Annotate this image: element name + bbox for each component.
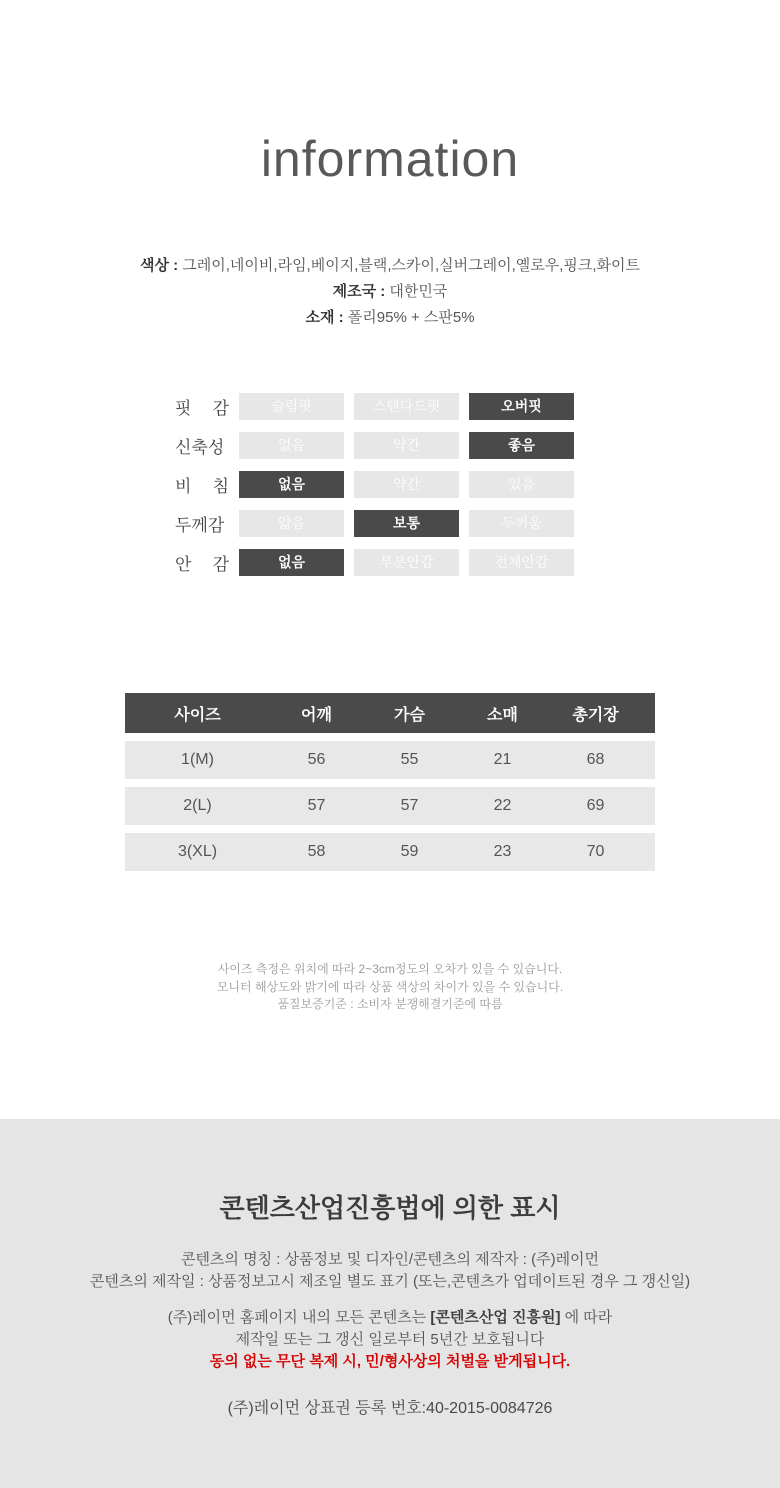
fit-row-label: 두께감 xyxy=(175,516,225,535)
size-table-row-l xyxy=(125,787,655,825)
note-size-tolerance: 사이즈 측정은 위치에 따라 2~3cm정도의 오차가 있을 수 있습니다. xyxy=(217,962,563,976)
size-header-sleeve: 소매 xyxy=(487,706,518,724)
info-separator: : xyxy=(334,309,348,326)
size-cell: 22 xyxy=(493,797,512,814)
size-cell: 70 xyxy=(586,843,605,860)
footer-content-name-line: 콘텐츠의 명칭 : 상품정보 및 디자인/콘텐츠의 제작자 : (주)레이먼 xyxy=(180,1250,600,1268)
lining-option-full: 전체안감 xyxy=(469,549,574,576)
fit-row-label: 핏 감 xyxy=(175,399,229,418)
info-value-country: 대한민국 xyxy=(389,283,448,300)
thickness-option-thin: 얇음 xyxy=(239,510,344,537)
size-cell: 23 xyxy=(493,843,512,860)
info-separator: : xyxy=(168,257,183,274)
sheer-option-slight: 약간 xyxy=(354,471,459,498)
fit-option-standardfit: 스탠다드핏 xyxy=(354,393,459,420)
footer-protection-line1 xyxy=(0,1307,780,1329)
fit-row-sheerness xyxy=(175,471,589,498)
page-title: information xyxy=(260,131,520,187)
footer-protection-line2: 제작일 또는 그 갱신 일로부터 5년간 보호됩니다 xyxy=(235,1330,545,1348)
footer-content-date-line: 콘텐츠의 제작일 : 상품정보고시 제조일 별도 표기 (또는,콘텐츠가 업데이트된 경우 그 갱신일) xyxy=(89,1272,691,1290)
size-cell: 68 xyxy=(586,751,605,768)
footer-protection-notice xyxy=(0,1307,780,1373)
size-header-total-length: 총기장 xyxy=(572,706,619,724)
size-cell: 21 xyxy=(493,751,512,768)
info-label-color: 색상 xyxy=(139,257,169,274)
footer-content-credits xyxy=(0,1249,780,1293)
size-header-chest: 가슴 xyxy=(394,706,425,724)
size-cell: 59 xyxy=(400,843,419,860)
fit-option-overfit-selected: 오버핏 xyxy=(469,393,574,420)
fit-row-stretch xyxy=(175,432,589,459)
note-monitor-color: 모니터 해상도와 밝기에 따라 상품 색상의 차이가 있을 수 있습니다. xyxy=(216,979,564,994)
note-quality-standard: 품질보증기준 : 소비자 분쟁해결기준에 따름 xyxy=(277,997,503,1011)
fit-row-thickness xyxy=(175,510,589,537)
info-line-country xyxy=(0,279,780,305)
sheer-option-none-selected: 없음 xyxy=(239,471,344,498)
footer-protection-pre: (주)레이먼 홈페이지 내의 모든 콘텐츠는 xyxy=(167,1308,431,1326)
size-disclaimer-notes xyxy=(0,961,780,1014)
size-table-header-row xyxy=(125,693,655,733)
size-cell: 1(M) xyxy=(181,751,214,768)
size-cell: 58 xyxy=(307,843,326,860)
thickness-option-normal-selected: 보통 xyxy=(354,510,459,537)
stretch-option-none: 없음 xyxy=(239,432,344,459)
lining-option-none-selected: 없음 xyxy=(239,549,344,576)
footer-protection-post: 에 따라 xyxy=(560,1308,613,1326)
fit-attributes-table xyxy=(175,393,589,576)
info-value-color: 그레이,네이비,라임,베이지,블랙,스카이,실버그레이,옐로우,핑크,화이트 xyxy=(182,257,641,274)
legal-notice-footer xyxy=(0,1119,780,1488)
size-cell: 69 xyxy=(586,797,605,814)
size-cell: 57 xyxy=(307,797,326,814)
fit-row-lining xyxy=(175,549,589,576)
stretch-option-good-selected: 좋음 xyxy=(469,432,574,459)
info-line-color xyxy=(0,253,780,279)
fit-option-slimfit: 슬림핏 xyxy=(239,393,344,420)
info-label-country: 제조국 xyxy=(332,283,377,300)
lining-option-partial: 부분안감 xyxy=(354,549,459,576)
size-cell: 2(L) xyxy=(183,797,212,814)
fit-row-label: 비 침 xyxy=(175,477,229,496)
footer-heading: 콘텐츠산업진흥법에 의한 표시 xyxy=(219,1192,561,1223)
size-cell: 3(XL) xyxy=(177,843,218,860)
info-separator: : xyxy=(376,283,390,300)
thickness-option-thick: 두꺼움 xyxy=(469,510,574,537)
size-header-shoulder: 어깨 xyxy=(301,706,332,724)
size-table-row-xl xyxy=(125,833,655,871)
fit-row-fit xyxy=(175,393,589,420)
sheer-option-yes: 있음 xyxy=(469,471,574,498)
fit-row-label: 신축성 xyxy=(175,438,225,457)
stretch-option-slight: 약간 xyxy=(354,432,459,459)
size-cell: 56 xyxy=(307,751,326,768)
size-table-row-m xyxy=(125,741,655,779)
product-info-section xyxy=(0,253,780,331)
info-line-material xyxy=(0,305,780,331)
info-label-material: 소재 xyxy=(305,309,335,326)
size-header-size: 사이즈 xyxy=(174,706,221,724)
fit-row-label: 안 감 xyxy=(175,555,229,574)
footer-copyright-warning: 동의 없는 무단 복제 시, 민/형사상의 처벌을 받게됩니다. xyxy=(209,1352,571,1370)
size-cell: 55 xyxy=(400,751,419,768)
info-value-material: 폴리95% + 스판5% xyxy=(347,309,475,326)
size-chart-table xyxy=(125,693,655,871)
footer-agency-name: [콘텐츠산업 진흥원] xyxy=(430,1308,561,1326)
size-cell: 57 xyxy=(400,797,419,814)
footer-trademark-number: (주)레이먼 상표권 등록 번호:40-2015-0084726 xyxy=(227,1399,553,1417)
